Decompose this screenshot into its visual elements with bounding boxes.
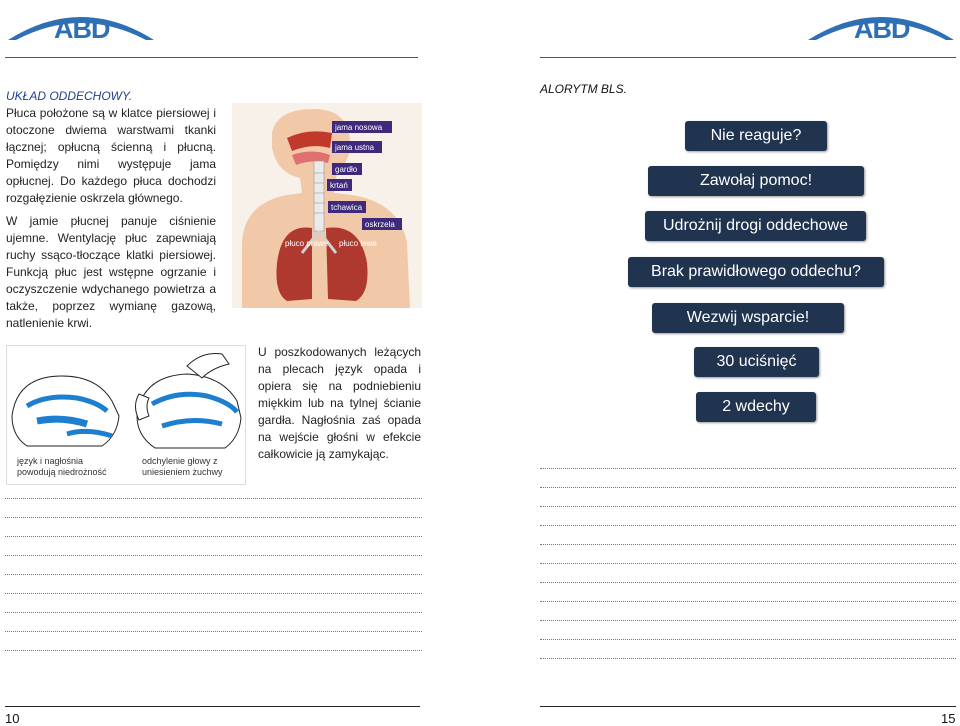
label-throat: gardło — [335, 165, 358, 174]
abd-logo-left — [6, 2, 156, 42]
header-rule-left — [5, 57, 418, 58]
airway-obstruction-illustration — [6, 345, 246, 485]
flow-step-no-response: Nie reaguje? — [685, 121, 827, 151]
flow-step-call-help: Zawołaj pomoc! — [648, 166, 864, 196]
label-larynx: krtań — [330, 181, 348, 190]
note-lines-right — [540, 468, 956, 677]
label-trachea: tchawica — [331, 203, 363, 212]
note-lines-left — [5, 498, 422, 669]
flow-step-breaths: 2 wdechy — [696, 392, 816, 422]
flow-step-open-airway: Udrożnij drogi oddechowe — [645, 211, 866, 241]
page-number-right: 15 — [941, 711, 956, 726]
label-right-lung: płuco prawe — [285, 239, 329, 248]
paragraph-2-text: W jamie płucnej panuje ciśnienie ujemne. Wentylację płuc zapewniają ruchy ssąco-tłoczące klatki piersiowej. Funkcją płuc jest wstępne ogrzanie i oczyszczenie wdychanego powietrza a także, poprzez wymianę gazową, natlenienie krwi. — [6, 214, 216, 330]
paragraph-lungs — [6, 105, 216, 207]
caption-head-tilt: odchylenie głowy z uniesieniem żuchwy — [142, 456, 223, 477]
paragraph-1-text: Płuca położone są w klatce piersiowej i otoczone dwiema warstwami tkanki łącznej; opłucną ścienną i płucną. Pomiędzy nimi występuje jama opłucnej. Do każdego płuca dochodzi rozgałęzienie oskrzela głównego. — [6, 106, 216, 205]
footer-rule-right — [540, 706, 956, 707]
caption-obstruction: język i nagłośnia powodują niedrożność — [17, 456, 107, 477]
label-oral-cavity: jama ustna — [335, 143, 375, 152]
page-number-left: 10 — [5, 711, 20, 726]
paragraph-tongue — [258, 344, 421, 463]
paragraph-3-text: U poszkodowanych leżących na plecach język opada i opiera się na podniebieniu miękkim lub na tylnej ścianie gardła. Nagłośnia zaś opada na wejście głośni w efekcie całkowicie ją zamykając. — [258, 345, 421, 461]
label-bronchi: oskrzela — [365, 220, 395, 229]
label-nasal-cavity: jama nosowa — [335, 123, 383, 132]
flow-step-no-breathing: Brak prawidłowego oddechu? — [628, 257, 884, 287]
abd-logo-right — [806, 2, 956, 42]
section-title-respiratory: UKŁAD ODDECHOWY. — [6, 89, 133, 103]
section-title-bls: ALORYTM BLS. — [540, 82, 627, 96]
logo-wordmark: ABD — [854, 14, 910, 44]
label-left-lung: płuco lewe — [339, 239, 377, 248]
paragraph-ventilation — [6, 213, 216, 332]
header-rule-right — [540, 57, 956, 58]
flow-step-call-support: Wezwij wsparcie! — [652, 303, 844, 333]
footer-rule-left — [5, 706, 420, 707]
respiratory-system-diagram — [232, 103, 422, 308]
logo-wordmark: ABD — [54, 14, 110, 44]
flow-step-compressions: 30 uciśnięć — [694, 347, 819, 377]
